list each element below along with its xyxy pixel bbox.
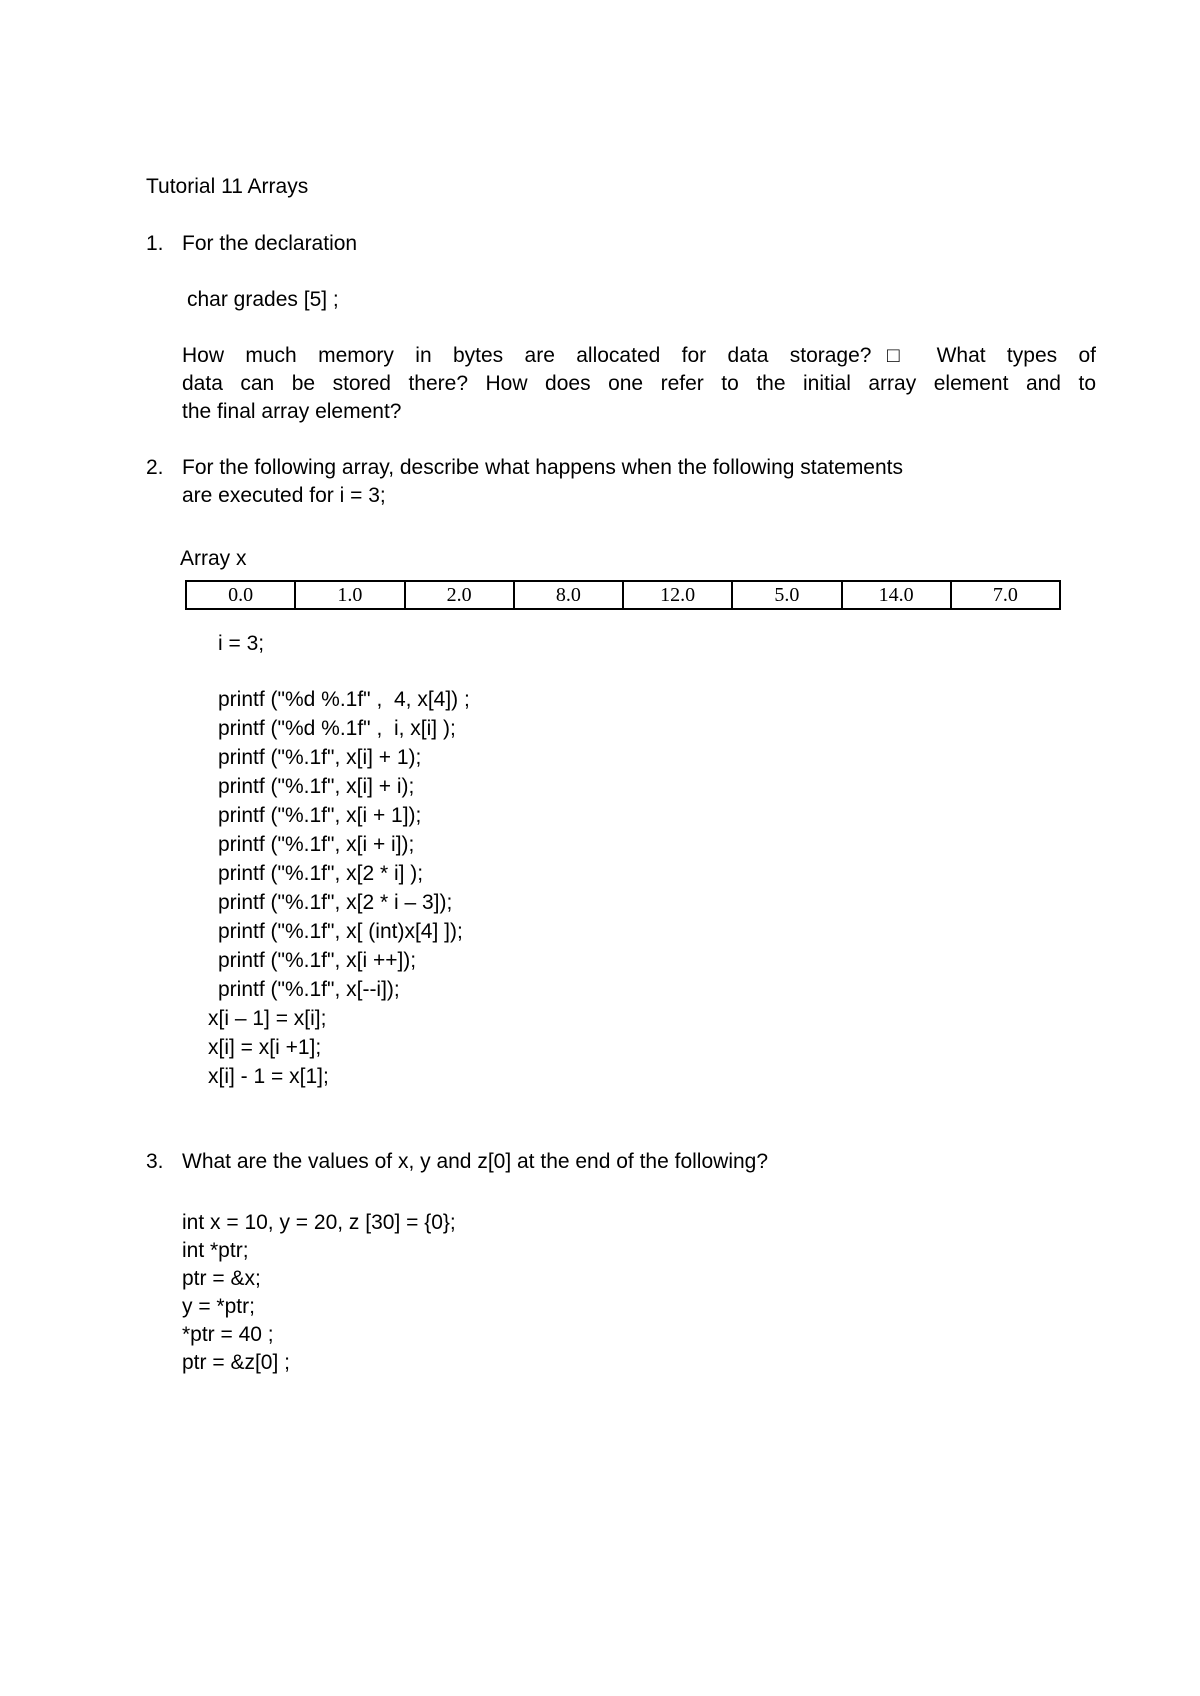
array-cell-6: 14.0	[842, 581, 951, 609]
q2-line-1: For the following array, describe what happens when the following statements	[182, 456, 904, 479]
q3-code-1: int x = 10, y = 20, z [30] = {0};	[182, 1211, 456, 1234]
q3-code-4: y = *ptr;	[182, 1295, 255, 1318]
q3-code-2: int *ptr;	[182, 1239, 249, 1262]
statement-5: printf ("%.1f", x[i + 1]);	[218, 804, 422, 827]
page-title: Tutorial 11 Arrays	[146, 175, 309, 198]
statement-9: printf ("%.1f", x[ (int)x[4] ]);	[218, 920, 463, 943]
statement-7: printf ("%.1f", x[2 * i] );	[218, 862, 424, 885]
array-cell-2: 2.0	[405, 581, 514, 609]
q1-code: char grades [5] ;	[187, 288, 339, 311]
statement-6: printf ("%.1f", x[i + i]);	[218, 833, 415, 856]
q1-number: 1.	[146, 232, 164, 255]
q3-code-3: ptr = &x;	[182, 1267, 261, 1290]
q3-number: 3.	[146, 1150, 164, 1173]
statement-3: printf ("%.1f", x[i] + 1);	[218, 746, 422, 769]
assignment-3: x[i] - 1 = x[1];	[208, 1065, 329, 1088]
q1-intro: For the declaration	[182, 232, 358, 255]
statement-8: printf ("%.1f", x[2 * i – 3]);	[218, 891, 453, 914]
array-cell-0: 0.0	[186, 581, 295, 609]
q1-para-line-2: data can be stored there? How does one refer to the initial array element and to	[182, 372, 1096, 395]
array-cell-1: 1.0	[295, 581, 404, 609]
statement-10: printf ("%.1f", x[i ++]);	[218, 949, 417, 972]
array-cell-5: 5.0	[732, 581, 841, 609]
assignment-2: x[i] = x[i +1];	[208, 1036, 322, 1059]
q1-para-line-1: How much memory in bytes are allocated for data storage?□ What types of	[182, 344, 1096, 367]
array-cell-4: 12.0	[623, 581, 732, 609]
array-x-table	[185, 580, 1061, 610]
q2-line-2: are executed for i = 3;	[182, 484, 386, 507]
array-x-row	[186, 581, 1060, 609]
assignment-1: x[i – 1] = x[i];	[208, 1007, 327, 1030]
q3-question: What are the values of x, y and z[0] at the end of the following?	[182, 1150, 769, 1173]
q2-number: 2.	[146, 456, 164, 479]
statement-1: printf ("%d %.1f" , 4, x[4]) ;	[218, 688, 470, 711]
array-cell-7: 7.0	[951, 581, 1060, 609]
q3-code-5: *ptr = 40 ;	[182, 1323, 274, 1346]
array-label: Array x	[180, 547, 247, 570]
assign-i: i = 3;	[218, 632, 265, 655]
array-cell-3: 8.0	[514, 581, 623, 609]
statement-2: printf ("%d %.1f" , i, x[i] );	[218, 717, 456, 740]
q1-para-line-3: the final array element?	[182, 400, 402, 423]
statement-4: printf ("%.1f", x[i] + i);	[218, 775, 415, 798]
statement-11: printf ("%.1f", x[--i]);	[218, 978, 400, 1001]
q3-code-6: ptr = &z[0] ;	[182, 1351, 290, 1374]
